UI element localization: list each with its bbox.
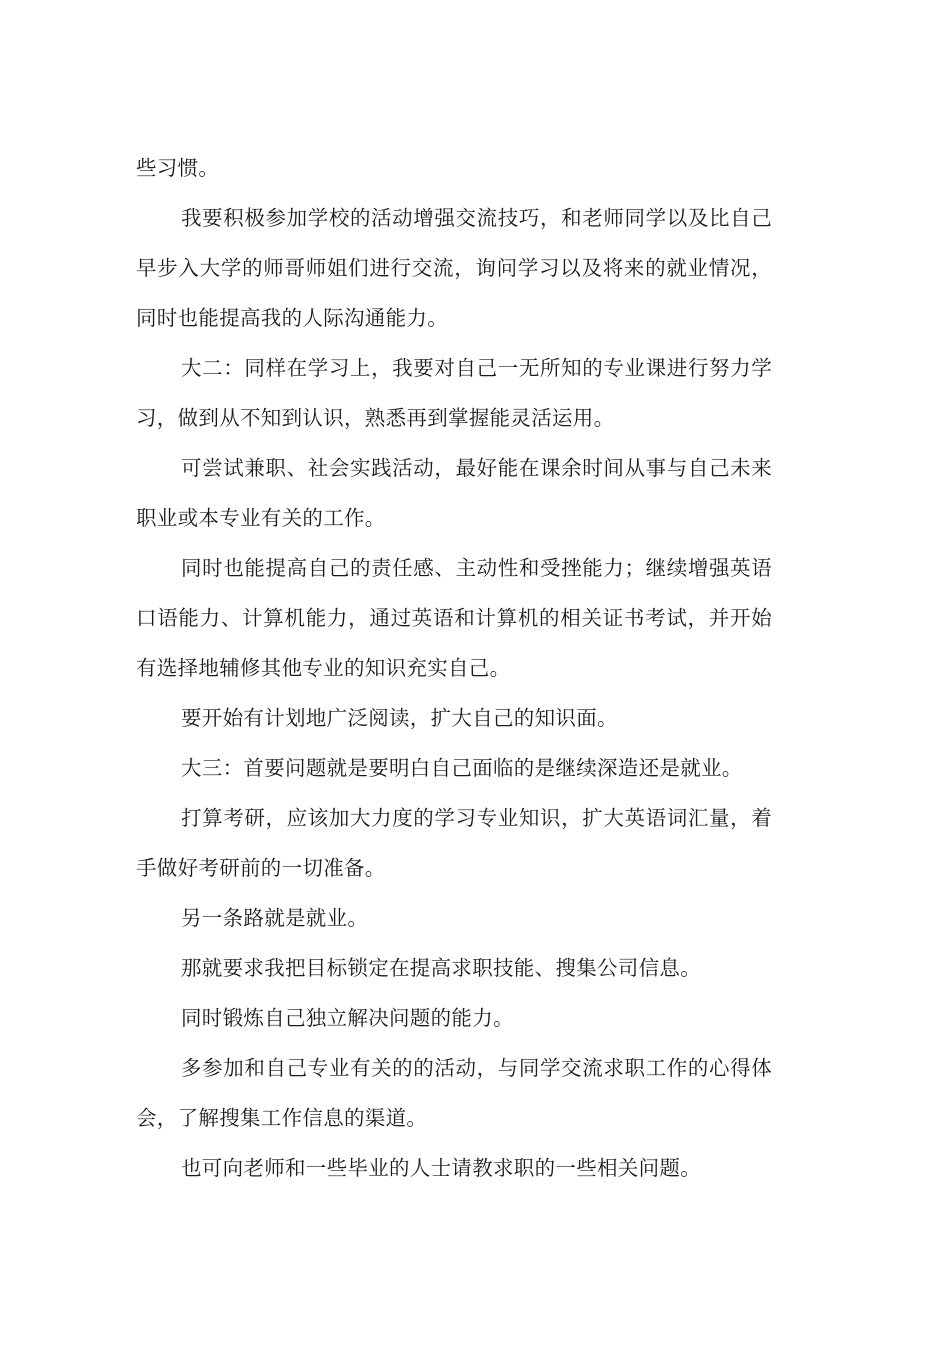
paragraph: 那就要求我把目标锁定在提高求职技能、搜集公司信息。	[181, 956, 701, 980]
paragraph: 多参加和自己专业有关的的活动，与同学交流求职工作的心得体会，了解搜集工作信息的渠道。	[136, 1056, 772, 1130]
paragraph: 同时也能提高自己的责任感、主动性和受挫能力；继续增强英语口语能力、计算机能力，通过英语和计算机的相关证书考试，并开始有选择地辅修其他专业的知识充实自己。	[136, 556, 772, 680]
paragraph: 打算考研，应该加大力度的学习专业知识，扩大英语词汇量，着手做好考研前的一切准备。	[136, 806, 772, 880]
paragraph: 可尝试兼职、社会实践活动，最好能在课余时间从事与自己未来职业或本专业有关的工作。	[136, 456, 772, 530]
paragraph: 要开始有计划地广泛阅读，扩大自己的知识面。	[181, 706, 618, 730]
paragraph: 大二：同样在学习上，我要对自己一无所知的专业课进行努力学习，做到从不知到认识，熟悉再到掌握能灵活运用。	[136, 356, 772, 430]
document-body	[136, 143, 772, 1193]
paragraph: 另一条路就是就业。	[181, 906, 369, 930]
paragraph: 大三：首要问题就是要明白自己面临的是继续深造还是就业。	[181, 756, 743, 780]
paragraph: 我要积极参加学校的活动增强交流技巧，和老师同学以及比自己早步入大学的师哥师姐们进行交流，询问学习以及将来的就业情况，同时也能提高我的人际沟通能力。	[136, 206, 772, 330]
paragraph: 些习惯。	[136, 156, 220, 180]
paragraph: 同时锻炼自己独立解决问题的能力。	[181, 1006, 514, 1030]
paragraph: 也可向老师和一些毕业的人士请教求职的一些相关问题。	[181, 1156, 701, 1180]
